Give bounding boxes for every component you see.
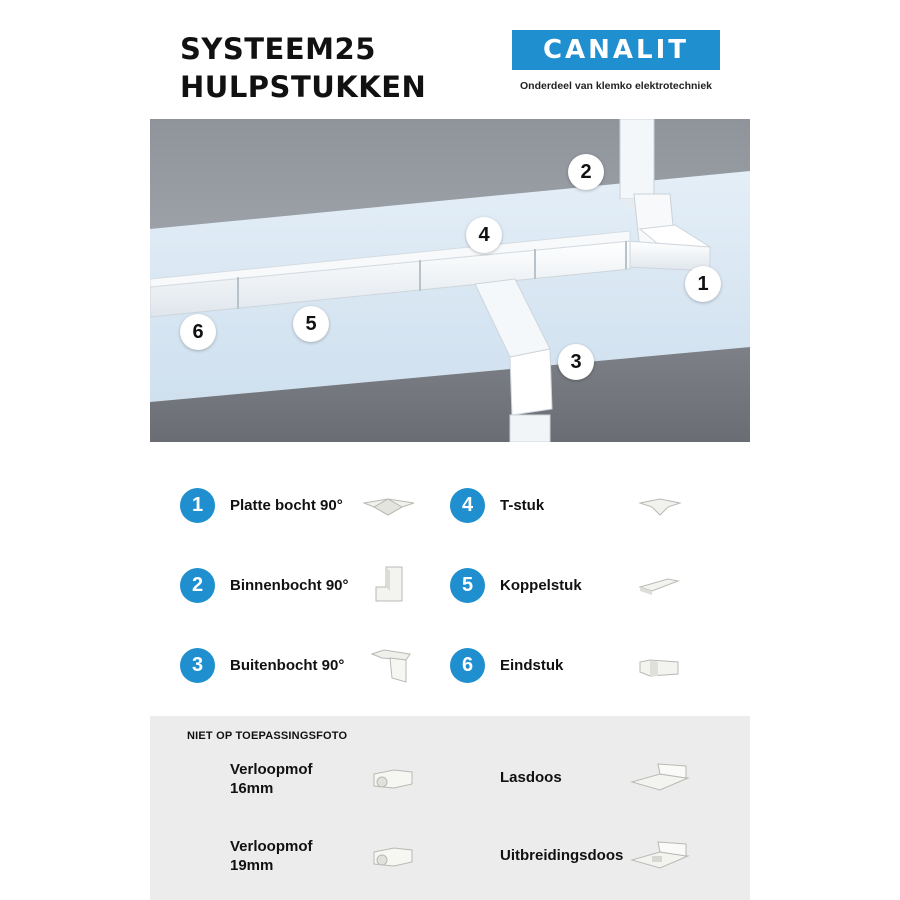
t-stuk-thumbnail [638, 495, 682, 519]
photo-marker-5: 5 [293, 306, 329, 342]
platte-bocht-thumbnail [362, 493, 416, 519]
extra-verloopmof-16-line1: Verloopmof [230, 761, 313, 778]
extra-uitbreidingsdoos [500, 846, 623, 865]
legend-label-1: Platte bocht 90° [230, 496, 343, 514]
legend-item-5 [450, 565, 582, 605]
extra-verloopmof-19 [230, 837, 313, 875]
buitenbocht-thumbnail [370, 648, 412, 684]
legend-label-3: Buitenbocht 90° [230, 656, 345, 674]
legend-label-2: Binnenbocht 90° [230, 576, 349, 594]
legend-number-6: 6 [450, 648, 485, 683]
legend-item-1 [180, 485, 343, 525]
extra-verloopmof-16-line2: 16mm [230, 780, 274, 797]
legend-label-4: T-stuk [500, 496, 545, 514]
legend-number-3: 3 [180, 648, 215, 683]
title-line-2: HULPSTUKKEN [180, 70, 427, 104]
legend-item-2 [180, 565, 349, 605]
photo-illustration [150, 119, 750, 442]
extra-verloopmof-16 [230, 760, 313, 798]
legend-number-1: 1 [180, 488, 215, 523]
legend-item-6 [450, 645, 563, 685]
photo-marker-1: 1 [685, 266, 721, 302]
extra-lasdoos-line1: Lasdoos [500, 769, 562, 786]
extra-verloopmof-19-line2: 19mm [230, 857, 274, 874]
canalit-logo [512, 30, 720, 70]
legend-number-4: 4 [450, 488, 485, 523]
logo-brand: CANALIT [542, 35, 690, 65]
application-photo [150, 119, 750, 442]
extras-heading: NIET OP TOEPASSINGSFOTO [187, 730, 348, 742]
uitbreidingsdoos-thumbnail [630, 838, 690, 872]
binnenbocht-thumbnail [372, 565, 408, 605]
extra-uitbreidingsdoos-line1: Uitbreidingsdoos [500, 847, 624, 864]
legend-number-5: 5 [450, 568, 485, 603]
extra-verloopmof-19-line1: Verloopmof [230, 838, 313, 855]
legend-item-3 [180, 645, 344, 685]
legend-label-5: Koppelstuk [500, 576, 582, 594]
photo-marker-4: 4 [466, 217, 502, 253]
title-line-1: SYSTEEM25 [180, 32, 376, 66]
verloopmof-19-thumbnail [370, 840, 414, 870]
lasdoos-thumbnail [630, 760, 690, 794]
legend-item-4 [450, 485, 544, 525]
logo-tagline: Onderdeel van klemko elektrotechniek [520, 80, 712, 92]
verloopmof-16-thumbnail [370, 762, 414, 792]
legend-number-2: 2 [180, 568, 215, 603]
extra-lasdoos [500, 768, 562, 787]
koppelstuk-thumbnail [638, 575, 680, 597]
eindstuk-thumbnail [638, 654, 680, 678]
photo-marker-2: 2 [568, 154, 604, 190]
photo-marker-3: 3 [558, 344, 594, 380]
legend-label-6: Eindstuk [500, 656, 564, 674]
photo-marker-6: 6 [180, 314, 216, 350]
page-title [180, 30, 426, 106]
